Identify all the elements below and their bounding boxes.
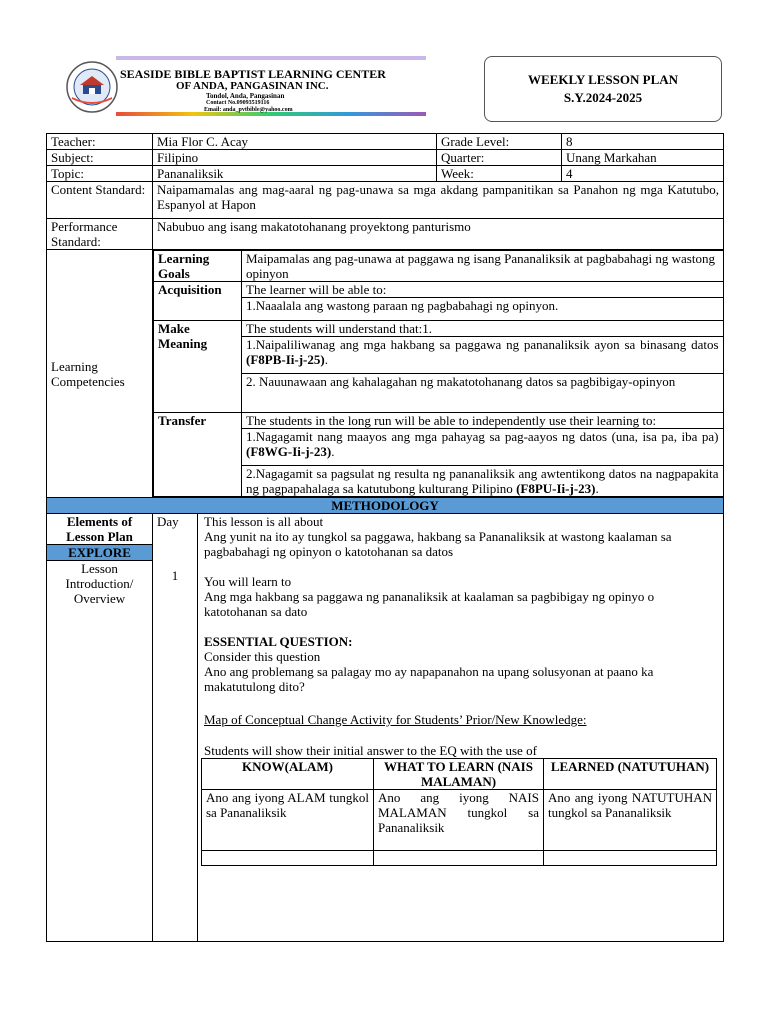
- subject-label: Subject:: [47, 150, 153, 166]
- week-value: 4: [562, 166, 724, 182]
- elements-spacer: [47, 606, 152, 941]
- kwl-empty-cell: [374, 851, 544, 866]
- performance-standard-value: Nabubuo ang isang makatotohanang proyektong panturismo: [153, 219, 724, 250]
- quarter-value: Unang Markahan: [562, 150, 724, 166]
- make-meaning-intro: The students will understand that:1.: [242, 321, 724, 337]
- competencies-cell: [153, 250, 724, 498]
- day-value: 1: [171, 568, 179, 583]
- school-letterhead: [66, 54, 428, 120]
- elements-label: Elements of Lesson Plan: [66, 514, 133, 544]
- make-meaning-item-1-text: 1.Naipaliliwanag ang mga hakbang sa paggawa ng pananaliksik ayon sa binasang datos: [246, 337, 719, 352]
- transfer-item-2-code: (F8PU-Ii-j-23): [516, 481, 596, 496]
- lesson-intro-label: Lesson Introduction/ Overview: [65, 561, 134, 606]
- school-address: Tondol, Anda, Pangasinan: [206, 92, 285, 100]
- kwl-header-learned: LEARNED (NATUTUHAN): [544, 759, 717, 790]
- teacher-value: Mia Flor C. Acay: [153, 134, 437, 150]
- learning-goals-value: Maipamalas ang pag-unawa at paggawa ng isang Pananaliksik at pagbabahagi ng wastong opinyon: [242, 251, 724, 282]
- about-text: Ang yunit na ito ay tungkol sa paggawa, hakbang sa Pananaliksik at wastong kaalaman sa pagbabahagi ng opinyon o katotohanan sa datos: [204, 529, 672, 559]
- teacher-label: Teacher:: [47, 134, 153, 150]
- eq-consider: Consider this question: [204, 649, 321, 664]
- students-show-text: Students will show their initial answer to the EQ with the use of: [204, 743, 537, 758]
- content-standard-label: Content Standard:: [47, 182, 153, 219]
- document-title: WEEKLY LESSON PLAN: [527, 72, 679, 87]
- transfer-item-2: 2.Nagagamit sa pagsulat ng resulta ng pananaliksik ang awtentikong datos na nagpapakita ng pagpapahalaga sa katutubong kulturang Pilipino (F8PU-Ii-j-23).: [242, 466, 724, 497]
- subject-value: Filipino: [153, 150, 437, 166]
- acquisition-label: Acquisition: [154, 282, 242, 321]
- eq-text: Ano ang problemang sa palagay mo ay napapanahon na upang solusyonan at paano ka makatutulong dito?: [204, 664, 654, 694]
- make-meaning-item-2: 2. Nauunawaan ang kahalagahan ng makatotohanang datos sa pagbibigay-opinyon: [242, 374, 724, 413]
- make-meaning-label: Make Meaning: [154, 321, 242, 413]
- lesson-plan-table: [46, 133, 723, 942]
- school-name-line1: SEASIDE BIBLE BAPTIST LEARNING CENTER: [120, 67, 386, 81]
- essential-question-label: ESSENTIAL QUESTION:: [204, 634, 353, 649]
- acquisition-intro: The learner will be able to:: [242, 282, 724, 298]
- transfer-label: Transfer: [154, 413, 242, 497]
- competencies-row: [47, 250, 724, 498]
- subject-row: [47, 150, 724, 166]
- performance-standard-label: Performance Standard:: [47, 219, 153, 250]
- content-standard-row: [47, 182, 724, 219]
- learning-goals-label: Learning Goals: [154, 251, 242, 282]
- learn-text: Ang mga hakbang sa paggawa ng pananaliksik at kaalaman sa pagbibigay ng opinyo o katotohanan sa dato: [204, 589, 655, 619]
- acquisition-item-1: 1.Naaalala ang wastong paraan ng pagbabahagi ng opinyon.: [242, 298, 724, 321]
- transfer-intro: The students in the long run will be able to independently use their learning to:: [242, 413, 724, 429]
- kwl-cell-learned: Ano ang iyong NATUTUHAN tungkol sa Pananaliksik: [544, 790, 717, 851]
- grade-label: Grade Level:: [437, 134, 562, 150]
- competencies-label: Learning Competencies: [47, 250, 153, 498]
- transfer-item-1-code: (F8WG-Ii-j-23): [246, 444, 332, 459]
- explore-label: EXPLORE: [47, 544, 152, 561]
- school-name-line2: OF ANDA, PANGASINAN INC.: [176, 80, 329, 92]
- week-label: Week:: [437, 166, 562, 182]
- day-column: [153, 514, 198, 942]
- make-meaning-item-1-code: (F8PB-Ii-j-25): [246, 352, 325, 367]
- methodology-row: [47, 514, 724, 942]
- topic-value: Pananaliksik: [153, 166, 437, 182]
- day-label: Day: [157, 514, 179, 529]
- kwl-header-learn: WHAT TO LEARN (NAIS MALAMAN): [374, 759, 544, 790]
- grade-value: 8: [562, 134, 724, 150]
- learn-label: You will learn to: [204, 574, 292, 589]
- kwl-empty-cell: [544, 851, 717, 866]
- quarter-label: Quarter:: [437, 150, 562, 166]
- topic-label: Topic:: [47, 166, 153, 182]
- content-standard-value: Naipamamalas ang mag-aaral ng pag-unawa sa mga akdang pampanitikan sa Panahon ng mga Katutubo, Espanyol at Hapon: [153, 182, 724, 219]
- map-label: Map of Conceptual Change Activity for Students’ Prior/New Knowledge:: [204, 712, 587, 727]
- kwl-cell-know: Ano ang iyong ALAM tungkol sa Pananaliksik: [202, 790, 374, 851]
- kwl-cell-learn: Ano ang iyong NAIS MALAMAN tungkol sa Pananaliksik: [374, 790, 544, 851]
- school-year: S.Y.2024-2025: [563, 90, 643, 105]
- transfer-item-2-text: 2.Nagagamit sa pagsulat ng resulta ng pananaliksik ang awtentikong datos na nagpapakita ng pagpapahalaga sa katutubong kulturang Pilipino: [246, 466, 719, 496]
- school-email: Email: anda_pvtbible@yahoo.com: [204, 107, 293, 113]
- transfer-item-1: 1.Nagagamit nang maayos ang mga pahayag sa pag-aayos ng datos (una, isa pa, iba pa) (F8WG-Ii-j-23).: [242, 429, 724, 466]
- content-spacer: [204, 866, 717, 922]
- performance-standard-row: [47, 219, 724, 250]
- day-spacer: [157, 529, 193, 568]
- kwl-empty-cell: [202, 851, 374, 866]
- elements-column: [47, 514, 153, 942]
- school-contact: Contact No.09093519116: [206, 100, 270, 106]
- methodology-heading: METHODOLOGY: [47, 498, 724, 514]
- kwl-table: [201, 758, 717, 866]
- kwl-header-know: KNOW(ALAM): [202, 759, 374, 790]
- transfer-item-1-text: 1.Nagagamit nang maayos ang mga pahayag sa pag-aayos ng datos (una, isa pa, iba pa): [246, 429, 719, 444]
- teacher-row: [47, 134, 724, 150]
- lesson-content: [198, 514, 724, 942]
- about-label: This lesson is all about: [204, 514, 324, 529]
- document-title-box: [484, 56, 722, 122]
- make-meaning-item-1: 1.Naipaliliwanag ang mga hakbang sa paggawa ng pananaliksik ayon sa binasang datos (F8PB-Ii-j-25).: [242, 337, 724, 374]
- topic-row: [47, 166, 724, 182]
